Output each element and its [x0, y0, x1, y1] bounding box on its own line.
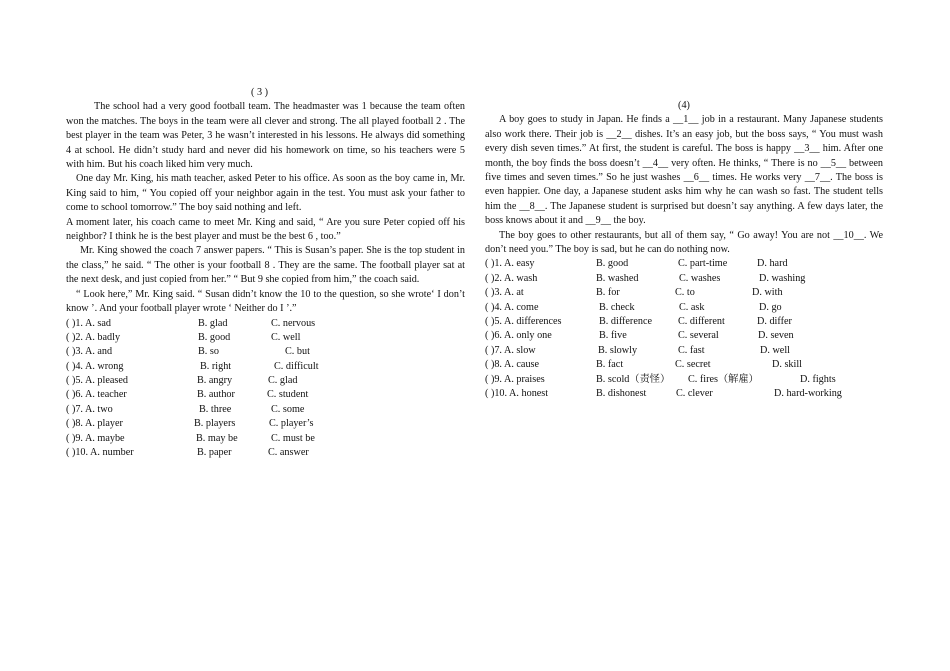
question-row — [66, 360, 465, 374]
option-c: C. nervous — [271, 317, 316, 329]
option-d: D. well — [760, 344, 790, 356]
question-row — [485, 257, 883, 271]
option-d: D. hard — [757, 258, 788, 270]
passage-3-paragraph-1: The school had a very good football team. The headmaster was 1 because the team often won the matches. The boys in the team were all clever and strong. The all played football 2 . The best player in the team was Peter, 3 he wasn’t interested in his lessons. He always did something 4 at school. He didn’t study hard and never did his homework on time, so his teachers were 5 with him. But his coach liked him very much. — [66, 101, 465, 171]
question-stem: ( )6. A. teacher — [66, 389, 127, 401]
question-stem: ( )8. A. player — [66, 418, 123, 430]
option-b: B. scold（责怪） — [596, 373, 671, 385]
question-row — [66, 374, 465, 388]
question-row — [485, 272, 883, 286]
option-d: D. differ — [757, 316, 792, 328]
question-stem: ( )6. A. only one — [485, 330, 552, 342]
passage-3-paragraph-5: “ Look here,” Mr. King said. “ Susan didn’t know the 10 to the question, so she wrote‘ I don’t know ’. And your football player wrote ‘ Neither do I ’.” — [66, 288, 465, 315]
question-stem: ( )9. A. maybe — [66, 432, 125, 444]
option-c: C. difficult — [274, 360, 319, 372]
question-row — [485, 329, 883, 343]
option-b: B. angry — [197, 375, 233, 387]
question-stem: ( )10. A. honest — [485, 387, 549, 399]
option-b: B. slowly — [598, 344, 638, 356]
question-row — [485, 315, 883, 329]
question-row — [66, 331, 465, 345]
option-b: B. check — [599, 301, 635, 313]
question-stem: ( )7. A. two — [66, 403, 113, 415]
option-b: B. author — [197, 389, 235, 401]
option-c: C. but — [285, 346, 310, 358]
option-b: B. difference — [599, 316, 652, 328]
option-c: C. clever — [676, 387, 713, 399]
question-stem: ( )8. A. cause — [485, 359, 540, 371]
question-stem: ( )10. A. number — [66, 447, 134, 459]
option-c: C. glad — [268, 375, 298, 387]
option-b: B. paper — [197, 447, 232, 459]
passage-4-paragraph-1: A boy goes to study in Japan. He finds a __1__ job in a restaurant. Many Japanese students also work there. Their job is __2__ dishes. It’s an easy job, but the boss says, “ You must wash every dish seven times.” At first, the student is careful. The boss is happy __3__ him. After one month, the boy finds the boss doesn’t __4__ very often. He thinks, “ There is no __5__ between five times and seven times.” So he just washes __6__ times. He works very __7__. The boss is even happier. One day, a Japanese student asks him why he can wash so fast. The student tells him the __8__. The Japanese student is surprised but doesn’t say anything. A few days later, the boss knows about it and __9__ the boy. — [485, 114, 883, 227]
option-b: B. five — [599, 330, 627, 342]
option-c: C. secret — [675, 359, 711, 371]
option-b: B. for — [596, 287, 620, 299]
question-stem: ( )2. A. badly — [66, 331, 121, 343]
question-stem: ( )5. A. pleased — [66, 375, 128, 387]
question-stem: ( )5. A. differences — [485, 316, 562, 328]
question-stem: ( )1. A. sad — [66, 317, 111, 329]
question-stem: ( )7. A. slow — [485, 344, 536, 356]
passage-4 — [485, 86, 883, 401]
option-b: B. washed — [596, 272, 639, 284]
option-c: C. fires（解雇） — [688, 373, 759, 385]
option-b: B. good — [596, 258, 629, 270]
option-d: D. washing — [759, 272, 806, 284]
question-row — [66, 446, 465, 460]
question-stem: ( )1. A. easy — [485, 258, 535, 270]
passage-3-questions — [66, 317, 465, 461]
question-row — [485, 387, 883, 401]
option-b: B. dishonest — [596, 387, 647, 399]
question-row — [485, 301, 883, 315]
question-stem: ( )2. A. wash — [485, 272, 538, 284]
passage-3-paragraph-2: One day Mr. King, his math teacher, asked Peter to his office. As soon as the boy came in, Mr. King said to him, “ You copied off your neighbor again in the test. You must ask your father to come to school tomorrow.” The boy said nothing and left. — [66, 173, 465, 214]
question-stem: ( )3. A. and — [66, 346, 113, 358]
passage-3-title: ( 3 ) — [251, 87, 268, 98]
option-c: C. part-time — [678, 258, 728, 270]
question-stem: ( )4. A. wrong — [66, 360, 124, 372]
option-b: B. so — [198, 346, 219, 358]
question-stem: ( )4. A. come — [485, 301, 539, 313]
option-c: C. well — [271, 331, 301, 343]
option-c: C. must be — [271, 432, 315, 444]
option-b: B. right — [200, 360, 232, 372]
option-c: C. answer — [268, 447, 309, 459]
passage-4-questions — [485, 257, 883, 401]
option-b: B. glad — [198, 317, 228, 329]
option-c: C. washes — [679, 272, 721, 284]
option-c: C. fast — [678, 344, 705, 356]
option-b: B. players — [194, 418, 236, 430]
question-row — [66, 417, 465, 431]
question-row — [66, 345, 465, 359]
question-stem: ( )3. A. at — [485, 287, 524, 299]
option-c: C. player’s — [269, 418, 314, 430]
passage-3-paragraph-3: A moment later, his coach came to meet Mr. King and said, “ Are you sure Peter copied off his neighbor? I think he is the best player and must be the best 6 , too.” — [66, 216, 465, 243]
option-c: C. to — [675, 287, 695, 299]
question-row — [485, 358, 883, 372]
question-stem: ( )9. A. praises — [485, 373, 545, 385]
option-b: B. three — [199, 403, 232, 415]
option-d: D. fights — [800, 373, 836, 385]
question-row — [66, 388, 465, 402]
passage-3 — [66, 86, 465, 460]
option-c: C. different — [678, 316, 725, 328]
passage-4-title: (4) — [678, 100, 690, 111]
passage-4-paragraph-2: The boy goes to other restaurants, but all of them say, “ Go away! You are not __10__. We don’t need you.” The boy is sad, but he can do nothing now. — [485, 229, 883, 256]
question-row — [66, 432, 465, 446]
option-d: D. skill — [772, 359, 803, 371]
question-row — [66, 317, 465, 331]
option-d: D. seven — [758, 330, 794, 342]
option-d: D. go — [759, 301, 782, 313]
option-d: D. with — [752, 287, 783, 299]
question-row — [485, 344, 883, 358]
option-b: B. may be — [196, 432, 238, 444]
option-d: D. hard-working — [774, 387, 842, 399]
option-c: C. some — [271, 403, 305, 415]
option-c: C. ask — [679, 301, 705, 313]
option-c: C. student — [267, 389, 309, 401]
option-b: B. fact — [596, 359, 624, 371]
question-row — [66, 403, 465, 417]
question-row — [485, 373, 883, 387]
option-b: B. good — [198, 331, 231, 343]
passage-3-paragraph-4: Mr. King showed the coach 7 answer papers. “ This is Susan’s paper. She is the top student in the class,” he said. “ The other is your football 8 . They are the same. The football player sat at the next desk, and just copied from her.” “ But 9 she copied from him,” the coach said. — [66, 245, 465, 286]
option-c: C. several — [678, 330, 719, 342]
question-row — [485, 286, 883, 300]
